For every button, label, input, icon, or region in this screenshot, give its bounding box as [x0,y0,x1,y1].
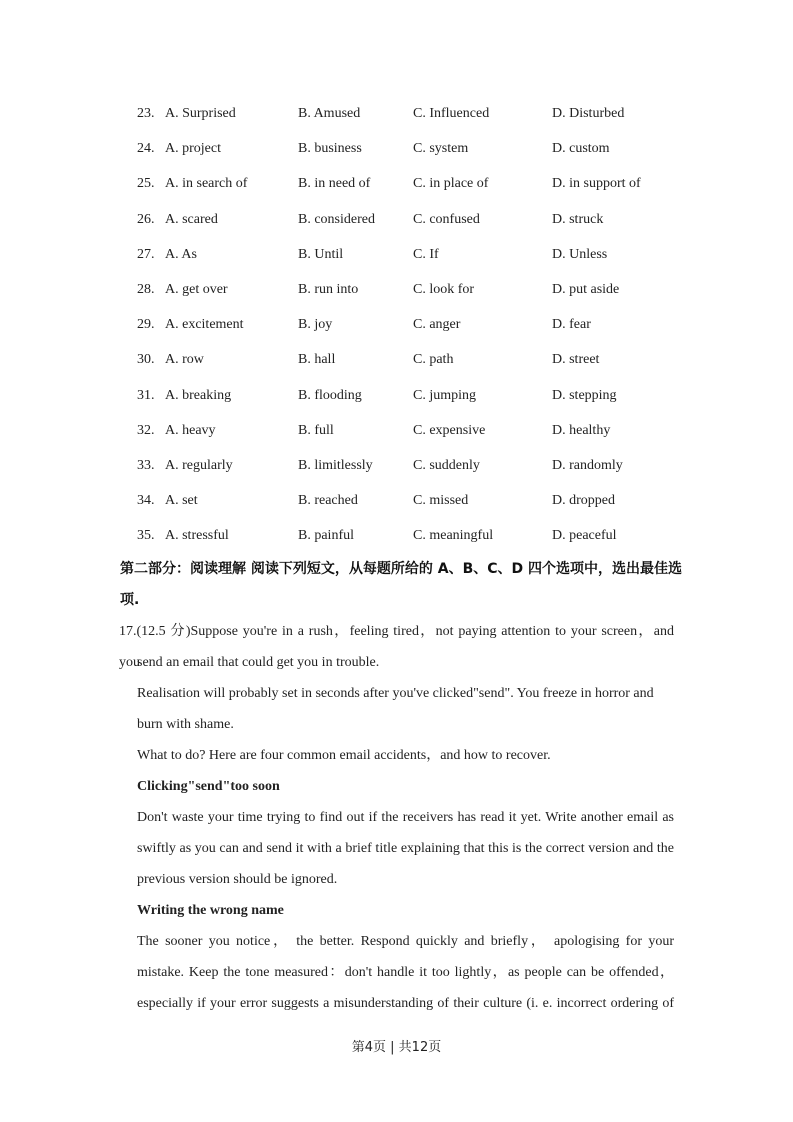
passage-line: swiftly as you can and send it with a brief title explaining that this is the correct version and the [137,841,674,856]
option-b: B. Until [298,247,344,262]
option-b: B. limitlessly [298,458,373,473]
option-c: C. meaningful [413,528,494,543]
question-number: 30. [137,352,155,367]
question-number: 29. [137,317,155,332]
option-c: C. suddenly [413,458,480,473]
option-c: C. system [413,141,469,156]
question-row [0,106,793,126]
passage-line: 17.(12.5 分)Suppose you're in a rush，feeling tired，not paying attention to your screen，and you [119,624,674,670]
question-number: 26. [137,212,155,227]
option-b: B. full [298,423,334,438]
option-b: B. Amused [298,106,361,121]
option-d: D. stepping [552,388,617,403]
option-c: C. expensive [413,423,486,438]
question-row [0,493,793,513]
option-a: A. As [165,247,197,262]
option-d: D. randomly [552,458,623,473]
option-a: A. breaking [165,388,232,403]
option-b: B. hall [298,352,336,367]
question-number: 23. [137,106,155,121]
option-b: B. considered [298,212,375,227]
question-number: 25. [137,176,155,191]
option-b: B. in need of [298,176,371,191]
option-a: A. excitement [165,317,244,332]
question-number: 32. [137,423,155,438]
question-row [0,458,793,478]
option-c: C. anger [413,317,461,332]
passage-line: Realisation will probably set in seconds after you've clicked"send". You freeze in horror and [137,686,654,701]
option-a: A. stressful [165,528,229,543]
question-number: 34. [137,493,155,508]
option-d: D. dropped [552,493,615,508]
option-a: A. row [165,352,204,367]
option-c: C. Influenced [413,106,490,121]
option-d: D. peaceful [552,528,617,543]
option-c: C. look for [413,282,475,297]
option-a: A. project [165,141,221,156]
option-c: C. missed [413,493,469,508]
passage-line: previous version should be ignored. [137,872,338,887]
option-d: D. healthy [552,423,611,438]
option-b: B. flooding [298,388,362,403]
question-score: (12.5 分) [136,624,191,639]
option-a: A. get over [165,282,228,297]
option-d: D. Unless [552,247,608,262]
option-d: D. Disturbed [552,106,625,121]
option-c: C. If [413,247,439,262]
question-number: 27. [137,247,155,262]
option-a: A. set [165,493,198,508]
question-row [0,212,793,232]
question-number: 31. [137,388,155,403]
passage-subheading: Clicking"send"too soon [137,779,280,794]
question-row [0,176,793,196]
question-number: 35. [137,528,155,543]
option-b: B. joy [298,317,333,332]
passage-line: send an email that could get you in trouble. [137,655,380,670]
option-c: C. in place of [413,176,489,191]
option-a: A. heavy [165,423,216,438]
option-b: B. painful [298,528,354,543]
section-heading [120,554,690,616]
option-c: C. path [413,352,454,367]
option-d: D. put aside [552,282,620,297]
option-a: A. Surprised [165,106,236,121]
passage-line: What to do? Here are four common email accidents，and how to recover. [137,748,551,763]
option-d: D. custom [552,141,610,156]
option-b: B. reached [298,493,358,508]
passage-line: burn with shame. [137,717,234,732]
question-row [0,317,793,337]
question-row [0,282,793,302]
option-d: D. street [552,352,600,367]
option-d: D. struck [552,212,604,227]
question-number: 17. [119,624,137,639]
section-heading-line1: 第二部分：阅读理解 阅读下列短文，从每题所给的 A、B、C、D 四个选项中，选出最佳选 [120,561,683,577]
option-b: B. run into [298,282,359,297]
passage-body [137,647,674,1019]
question-number: 33. [137,458,155,473]
option-a: A. regularly [165,458,233,473]
passage-line: Don't waste your time trying to find out if the receivers has read it yet. Write another email as [137,810,674,825]
passage-line: mistake. Keep the tone measured：don't handle it too lightly，as people can be offended， [137,965,674,980]
question-number: 28. [137,282,155,297]
page-footer: 第4页 | 共12页 [351,1040,442,1055]
question-row [0,528,793,548]
section-heading-line2: 项. [120,592,140,608]
option-a: A. scared [165,212,218,227]
passage-subheading: Writing the wrong name [137,903,284,918]
passage-line: especially if your error suggests a misunderstanding of their culture (i. e. incorrect ordering of [137,996,674,1011]
question-row [0,352,793,372]
option-b: B. business [298,141,362,156]
question-row [0,141,793,161]
option-c: C. confused [413,212,480,227]
question-row [0,388,793,408]
option-a: A. in search of [165,176,248,191]
question-row [0,423,793,443]
option-d: D. fear [552,317,591,332]
question-number: 24. [137,141,155,156]
question-row [0,247,793,267]
option-d: D. in support of [552,176,641,191]
option-c: C. jumping [413,388,477,403]
passage-line: The sooner you notice， the better. Respond quickly and briefly， apologising for your [137,934,674,949]
